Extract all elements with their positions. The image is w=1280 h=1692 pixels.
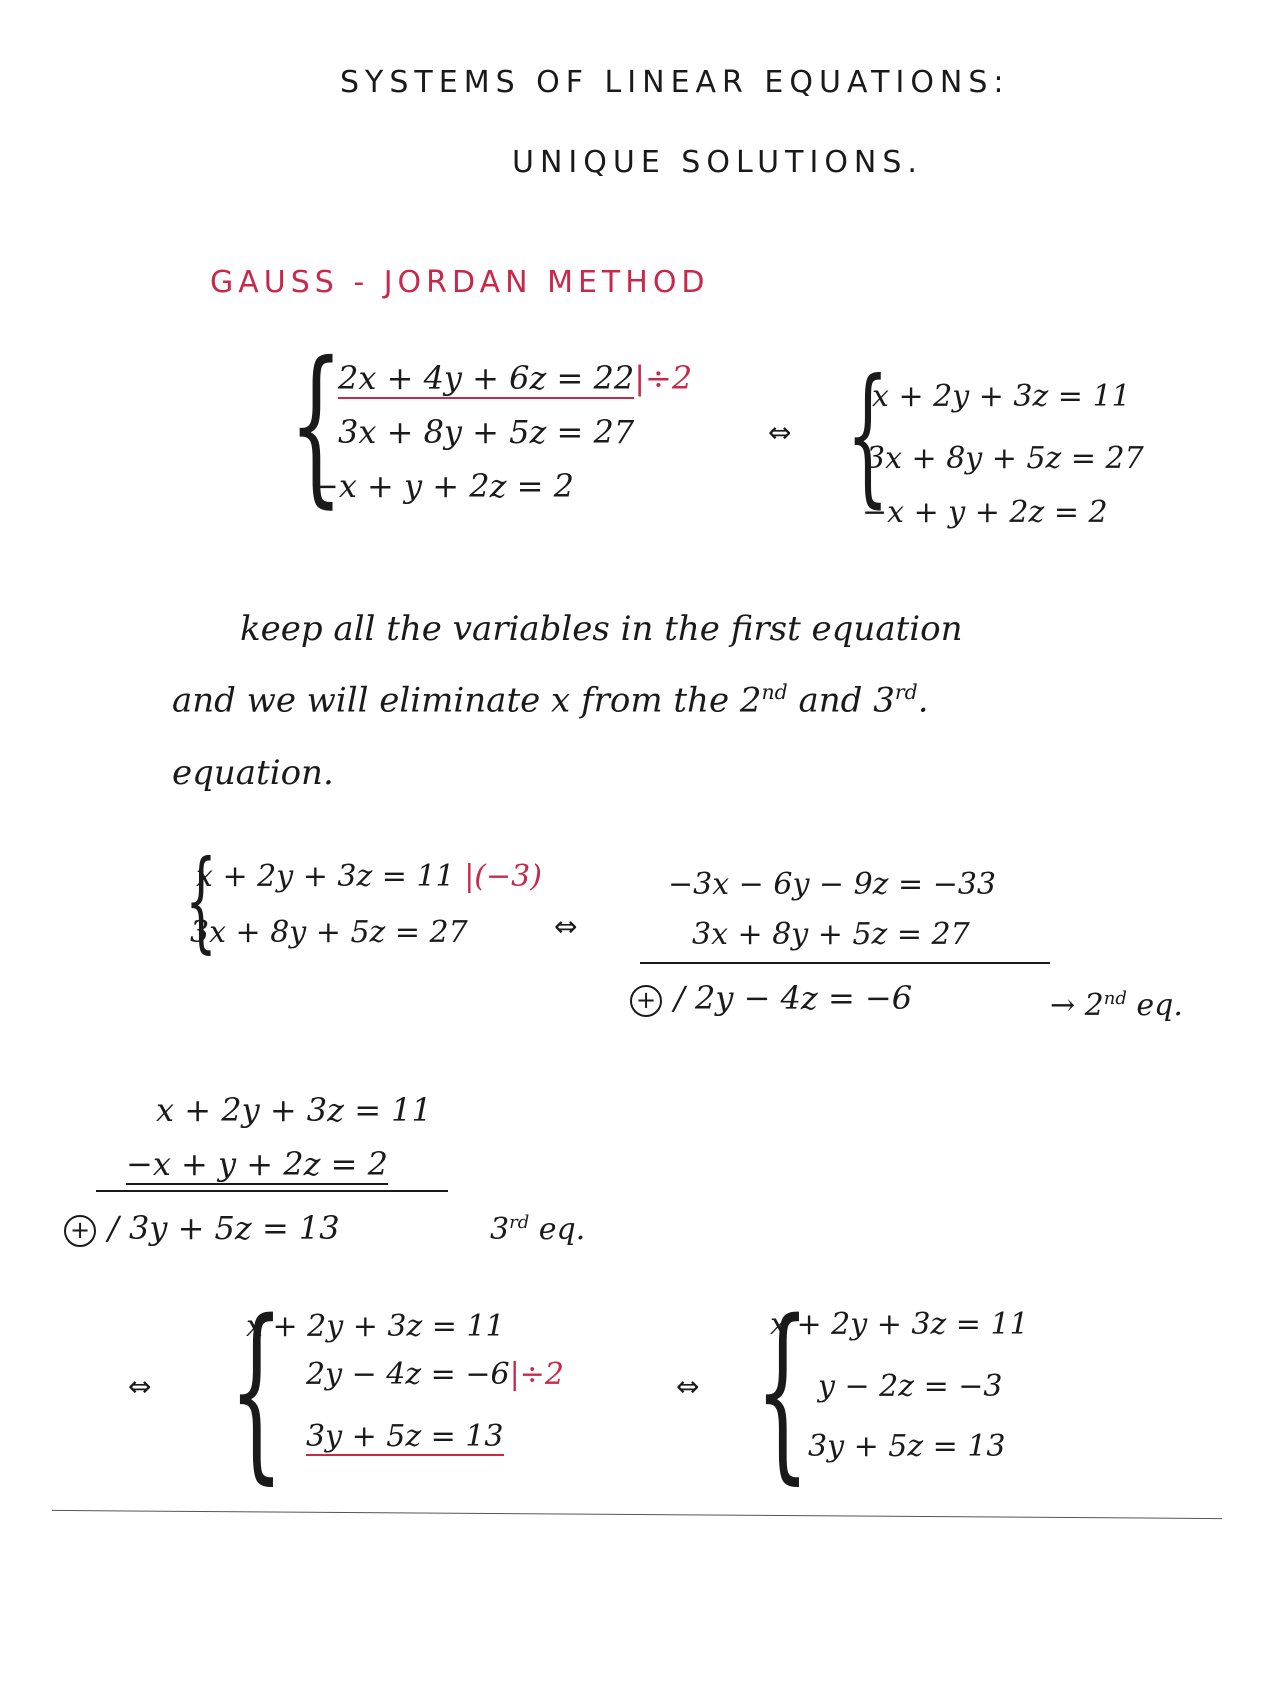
- system2-eq2-operation: |÷2: [509, 1357, 564, 1392]
- left-brace-system-2: {: [229, 1280, 284, 1501]
- system1-eq2: 3x + 8y + 5z = 27: [338, 413, 635, 451]
- step3-label: 3rd eq.: [490, 1212, 586, 1247]
- note-line-2: and we will eliminate x from the 2nd and 3rd.: [172, 680, 929, 721]
- system1-result-eq1: x + 2y + 3z = 11: [872, 379, 1131, 414]
- step3-sum: + / 3y + 5z = 13: [64, 1212, 340, 1247]
- page-divider: [52, 1510, 1222, 1519]
- system2-eq1: x + 2y + 3z = 11: [246, 1309, 505, 1344]
- plus-circle-icon: +: [630, 985, 662, 1017]
- step2-eq1-operation: |(−3): [464, 859, 542, 894]
- step3-eq2: −x + y + 2z = 2: [126, 1145, 388, 1183]
- method-heading: GAUSS - JORDAN METHOD: [210, 265, 710, 300]
- note-line-1: keep all the variables in the first equation: [240, 609, 963, 649]
- step2-result-eq1: −3x − 6y − 9z = −33: [668, 867, 997, 902]
- step3-eq1: x + 2y + 3z = 11: [156, 1091, 432, 1129]
- equivalence-arrow-2: ⇔: [554, 910, 578, 943]
- system1-eq1-operation: |÷2: [634, 359, 693, 397]
- step2-label: → 2nd eq.: [1050, 988, 1183, 1023]
- note-line-3: equation.: [172, 753, 334, 793]
- step2-result-eq2: 3x + 8y + 5z = 27: [692, 917, 970, 952]
- step2-sum: + / 2y − 4z = −6: [630, 982, 912, 1017]
- title-line-1: SYSTEMS OF LINEAR EQUATIONS:: [340, 65, 1010, 100]
- system1-result-eq3: −x + y + 2z = 2: [862, 495, 1108, 530]
- system2-result-eq1: x + 2y + 3z = 11: [770, 1307, 1029, 1342]
- title-line-2: UNIQUE SOLUTIONS.: [512, 145, 923, 180]
- step2-eq2: 3x + 8y + 5z = 27: [190, 915, 468, 950]
- plus-circle-icon: +: [64, 1215, 96, 1247]
- left-brace-system-1: {: [289, 326, 344, 524]
- equivalence-arrow-3: ⇔: [128, 1370, 152, 1403]
- system1-eq1: 2x + 4y + 6z = 22|÷2: [338, 359, 693, 397]
- system1-eq3: −x + y + 2z = 2: [312, 467, 574, 505]
- system2-result-eq3: 3y + 5z = 13: [808, 1429, 1006, 1464]
- system2-result-eq2: y − 2z = −3: [818, 1369, 1003, 1404]
- equivalence-arrow-4: ⇔: [676, 1370, 700, 1403]
- system1-result-eq2: 3x + 8y + 5z = 27: [866, 441, 1144, 476]
- right-brace-system-2: {: [755, 1280, 810, 1501]
- step2-eq1: x + 2y + 3z = 11 |(−3): [196, 859, 542, 894]
- equivalence-arrow-1: ⇔: [768, 416, 792, 449]
- step2-sum-line: [640, 962, 1050, 964]
- step3-sum-line: [96, 1190, 448, 1192]
- left-brace-step-2: {: [185, 836, 217, 964]
- system2-eq2: 2y − 4z = −6|÷2: [306, 1357, 564, 1392]
- right-brace-system-1: {: [846, 348, 890, 522]
- system2-eq3: 3y + 5z = 13: [306, 1419, 504, 1454]
